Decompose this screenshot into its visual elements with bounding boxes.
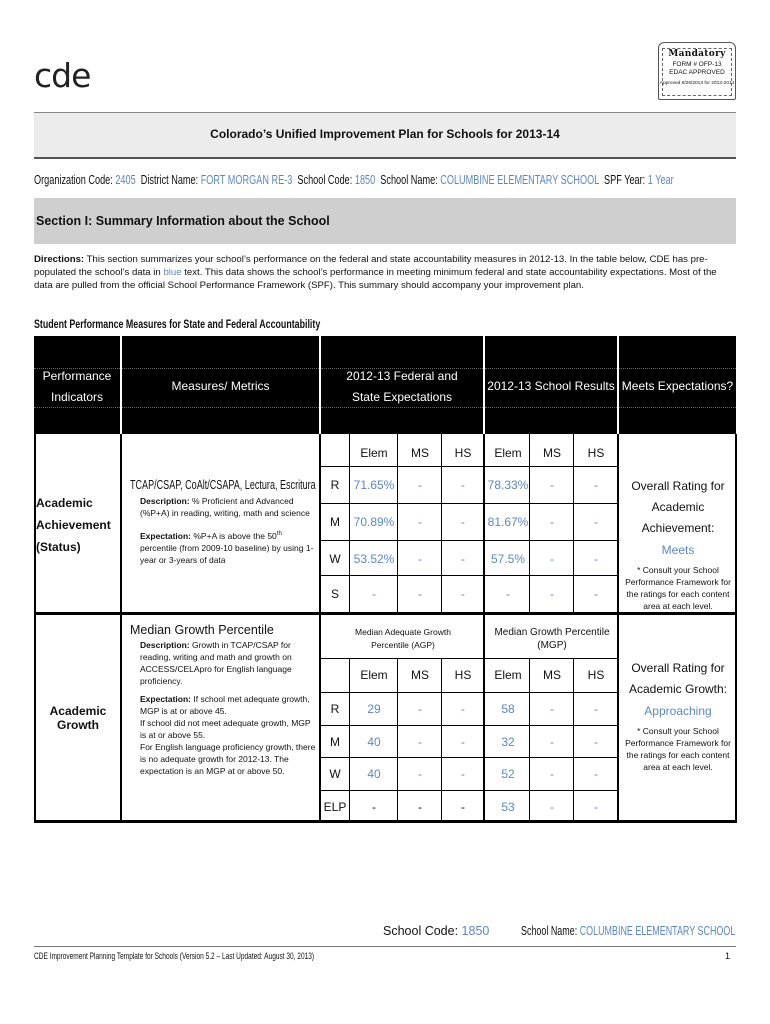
grid-subcol-line bbox=[573, 658, 574, 822]
achievement-description bbox=[130, 495, 318, 519]
school-name-value: COLUMBINE ELEMENTARY SCHOOL bbox=[440, 173, 599, 187]
achievement-result-value: 78.33% bbox=[487, 477, 529, 492]
directions-part-b: text. This data shows the school’s performance in meeting minimum federal and state accountability expectations. Most of the data are pulled from the official School Performance Framework (SPF). This summary should accompany your improvement plan. bbox=[34, 267, 717, 291]
achievement-exp-label: Expectation: bbox=[140, 530, 192, 541]
header-performance-indicators bbox=[34, 336, 120, 434]
achievement-rating-label: Overall Rating for Academic Achievement: bbox=[631, 479, 725, 535]
indicator-academic-growth: Academic Growth bbox=[49, 704, 107, 732]
achievement-desc-text: % Proficient and Advanced (%P+A) in reading, writing, math and science bbox=[140, 496, 310, 518]
achievement-level-header: Elem bbox=[494, 445, 522, 460]
achievement-expectation-value: - bbox=[461, 477, 465, 492]
footer-school-code-label: School Code: bbox=[383, 924, 459, 938]
section-bar bbox=[34, 198, 736, 244]
growth-expectation-value: - bbox=[418, 702, 422, 716]
achievement-exp-text-b: percentile (from 2009-10 baseline) by using 1-year or 3-years of data bbox=[140, 542, 314, 565]
table-title: Student Performance Measures for State and Federal Accountability bbox=[34, 317, 321, 331]
directions-blue-word: blue bbox=[163, 267, 182, 278]
grid-subcol-line bbox=[441, 434, 442, 612]
growth-exp-text-3: For English language proficiency growth, there is no adequate growth for 2012-13. The expectation is an MGP at or above 50. bbox=[140, 742, 316, 776]
stamp-approval-date: Approved 8/26/2013 for 2013-2014 bbox=[659, 81, 735, 86]
growth-expectation bbox=[130, 693, 318, 777]
header-expectations-label: 2012-13 Federal and State Expectations bbox=[346, 369, 458, 404]
growth-expectation-value: 40 bbox=[367, 767, 381, 781]
stamp-approved: EDAC APPROVED bbox=[669, 69, 725, 76]
header-measures bbox=[122, 336, 319, 434]
achievement-rating-cell bbox=[622, 476, 734, 612]
directions-label: Directions: bbox=[34, 254, 85, 265]
growth-result-value: - bbox=[550, 702, 554, 716]
directions-part-a: This section summarizes your school’s performance on the federal and state accountability measures in 2012-13. In the table below, CDE has pre-populated the school’s data in bbox=[34, 254, 708, 278]
growth-rating-label: Overall Rating for Academic Growth: bbox=[628, 661, 728, 696]
stamp-mandatory: Mandatory bbox=[668, 49, 726, 59]
growth-rating-cell bbox=[622, 658, 734, 773]
achievement-expectation-value: - bbox=[418, 477, 422, 492]
header-results-label: 2012-13 School Results bbox=[487, 379, 615, 393]
growth-exp-label: Expectation: bbox=[140, 694, 192, 704]
achievement-level-header: HS bbox=[454, 445, 472, 460]
achievement-expectation-value: - bbox=[461, 586, 465, 601]
achievement-desc-label: Description: bbox=[140, 496, 190, 506]
achievement-exp-sup: th bbox=[276, 531, 282, 537]
spf-year-value: 1 Year bbox=[647, 173, 674, 187]
growth-result-value: - bbox=[594, 735, 598, 749]
achievement-level-header: HS bbox=[587, 445, 605, 460]
growth-result-value: 53 bbox=[501, 800, 515, 814]
growth-subject-label: R bbox=[330, 702, 340, 716]
growth-expectation-value: 29 bbox=[367, 702, 381, 716]
school-name-label: School Name: bbox=[380, 173, 438, 187]
footer-template-note: CDE Improvement Planning Template for Schools (Version 5.2 – Last Updated: August 30, 2013) bbox=[34, 951, 315, 961]
achievement-level-header: MS bbox=[411, 445, 429, 460]
growth-expectation-value: - bbox=[461, 735, 465, 749]
growth-expectation-value: - bbox=[461, 767, 465, 781]
footer-school-code-value: 1850 bbox=[461, 924, 490, 938]
achievement-result-value: - bbox=[550, 514, 554, 529]
achievement-expectation-value: 53.52% bbox=[353, 551, 395, 566]
growth-level-header: MS bbox=[411, 668, 429, 682]
growth-level-header: Elem bbox=[494, 668, 522, 682]
achievement-expectation bbox=[130, 528, 318, 566]
growth-expectation-value: 40 bbox=[367, 735, 381, 749]
growth-rating-note: * Consult your School Performance Framework for the ratings for each content area at each level. bbox=[625, 726, 731, 772]
achievement-expectation-value: - bbox=[418, 551, 422, 566]
grid-subcol-line bbox=[529, 434, 530, 612]
achievement-result-value: - bbox=[594, 514, 598, 529]
footer-school-name bbox=[521, 924, 735, 938]
footer-school-code bbox=[383, 924, 489, 938]
achievement-result-value: - bbox=[550, 586, 554, 601]
organization-line bbox=[34, 173, 674, 187]
title-bar bbox=[34, 112, 736, 159]
growth-level-header: HS bbox=[587, 668, 605, 682]
growth-expectation-value: - bbox=[418, 735, 422, 749]
grid-vline-results-right bbox=[617, 434, 619, 822]
achievement-result-value: - bbox=[594, 551, 598, 566]
growth-desc-text: Growth in TCAP/CSAP for reading, writing and math and growth on ACCESS/CELApro for English language proficiency. bbox=[140, 640, 292, 686]
growth-expectation-value: - bbox=[461, 800, 465, 814]
growth-agp-header: Median Adequate Growth Percentile (AGP) bbox=[355, 627, 451, 650]
growth-subject-label: W bbox=[329, 767, 341, 781]
footer-school-name-value: COLUMBINE ELEMENTARY SCHOOL bbox=[579, 924, 736, 938]
growth-exp-text-2: If school did not meet adequate growth, MGP is at or above 55. bbox=[140, 718, 311, 740]
stamp-form-number: FORM # OFP-13 bbox=[672, 61, 722, 68]
org-code-label: Organization Code: bbox=[34, 173, 113, 187]
growth-subject-label: ELP bbox=[323, 800, 347, 814]
growth-exp-text-1: If school met adequate growth, MGP is at or above 45. bbox=[140, 694, 310, 716]
header-school-results bbox=[485, 336, 617, 434]
achievement-measure-cell bbox=[130, 478, 318, 566]
section-title: Section I: Summary Information about the School bbox=[36, 214, 330, 228]
growth-result-value: 52 bbox=[501, 767, 515, 781]
achievement-result-value: - bbox=[594, 477, 598, 492]
growth-level-header: MS bbox=[543, 668, 561, 682]
achievement-expectation-value: 71.65% bbox=[353, 477, 395, 492]
header-expectations bbox=[321, 336, 483, 434]
document-title: Colorado’s Unified Improvement Plan for Schools for 2013-14 bbox=[210, 127, 560, 141]
growth-subject-label: M bbox=[330, 735, 340, 749]
grid-vline-expect-right bbox=[483, 434, 485, 822]
achievement-expectation-value: - bbox=[461, 514, 465, 529]
achievement-expectation-value: - bbox=[418, 514, 422, 529]
achievement-rating-value: Meets bbox=[661, 543, 695, 557]
achievement-level-header: MS bbox=[543, 445, 561, 460]
indicator-academic-achievement: Academic Achievement (Status) bbox=[36, 496, 111, 554]
achievement-subject-label: W bbox=[329, 551, 341, 566]
achievement-measure-title: TCAP/CSAP, CoAlt/CSAPA, Lectura, Escritura bbox=[130, 478, 316, 492]
grid-subcol-line bbox=[441, 658, 442, 822]
page-number: 1 bbox=[725, 951, 731, 961]
footer-divider bbox=[34, 946, 736, 947]
achievement-result-value: 57.5% bbox=[490, 551, 526, 566]
growth-expectation-value: - bbox=[372, 800, 376, 814]
growth-desc-label: Description: bbox=[140, 640, 190, 650]
growth-result-value: - bbox=[594, 702, 598, 716]
achievement-expectation-value: - bbox=[372, 586, 376, 601]
header-indicators-label: Performance Indicators bbox=[42, 369, 112, 404]
grid-block-separator bbox=[34, 612, 737, 615]
header-meets-expectations bbox=[619, 336, 736, 434]
grid-subcol-line bbox=[349, 658, 350, 822]
achievement-result-value: - bbox=[550, 551, 554, 566]
mandatory-stamp bbox=[658, 42, 736, 100]
header-meets-label: Meets Expectations? bbox=[621, 379, 734, 393]
growth-result-value: 32 bbox=[501, 735, 515, 749]
achievement-subject-label: M bbox=[330, 514, 340, 529]
achievement-subject-label: R bbox=[330, 477, 340, 492]
growth-rating-value: Approaching bbox=[644, 704, 712, 718]
district-name-label: District Name: bbox=[140, 173, 199, 187]
grid-subcol-line bbox=[349, 434, 350, 612]
achievement-rating-note: * Consult your School Performance Framework for the ratings for each content area at each level. bbox=[625, 565, 731, 611]
directions-text bbox=[34, 253, 736, 292]
achievement-level-header: Elem bbox=[360, 445, 388, 460]
school-code-value: 1850 bbox=[354, 173, 376, 187]
growth-result-value: - bbox=[594, 800, 598, 814]
grid-vline-indicator-right bbox=[120, 434, 122, 822]
growth-expectation-value: - bbox=[418, 800, 422, 814]
achievement-expectation-value: - bbox=[418, 586, 422, 601]
cde-logo: cde bbox=[34, 56, 91, 95]
growth-result-value: 58 bbox=[501, 702, 515, 716]
growth-description bbox=[130, 639, 318, 687]
achievement-result-value: - bbox=[594, 586, 598, 601]
growth-result-value: - bbox=[550, 735, 554, 749]
achievement-expectation-value: 70.89% bbox=[353, 514, 395, 529]
growth-level-header: Elem bbox=[360, 668, 388, 682]
grid-subcol-line bbox=[397, 658, 398, 822]
growth-result-value: - bbox=[550, 800, 554, 814]
org-code-value: 2405 bbox=[115, 173, 136, 187]
growth-result-value: - bbox=[594, 767, 598, 781]
spf-year-label: SPF Year: bbox=[604, 173, 646, 187]
grid-subcol-line bbox=[397, 434, 398, 612]
growth-measure-title: Median Growth Percentile bbox=[130, 623, 274, 637]
achievement-result-value: - bbox=[506, 586, 510, 601]
achievement-result-value: - bbox=[550, 477, 554, 492]
growth-expectation-value: - bbox=[418, 767, 422, 781]
growth-measure-cell bbox=[130, 623, 318, 777]
grid-subcol-line bbox=[529, 658, 530, 822]
achievement-expectation-value: - bbox=[461, 551, 465, 566]
grid-subcol-line bbox=[573, 434, 574, 612]
school-code-label: School Code: bbox=[297, 173, 353, 187]
achievement-subject-label: S bbox=[330, 586, 339, 601]
grid-vline-right bbox=[735, 434, 737, 822]
achievement-exp-text-a: %P+A is above the 50 bbox=[191, 530, 277, 541]
district-name-value: FORT MORGAN RE-3 bbox=[200, 173, 293, 187]
growth-result-value: - bbox=[550, 767, 554, 781]
achievement-result-value: 81.67% bbox=[487, 514, 529, 529]
growth-mgp-header: Median Growth Percentile (MGP) bbox=[494, 627, 610, 651]
growth-level-header: HS bbox=[454, 668, 472, 682]
footer-school-name-label: School Name: bbox=[521, 924, 578, 938]
header-measures-label: Measures/ Metrics bbox=[171, 379, 270, 393]
growth-expectation-value: - bbox=[461, 702, 465, 716]
